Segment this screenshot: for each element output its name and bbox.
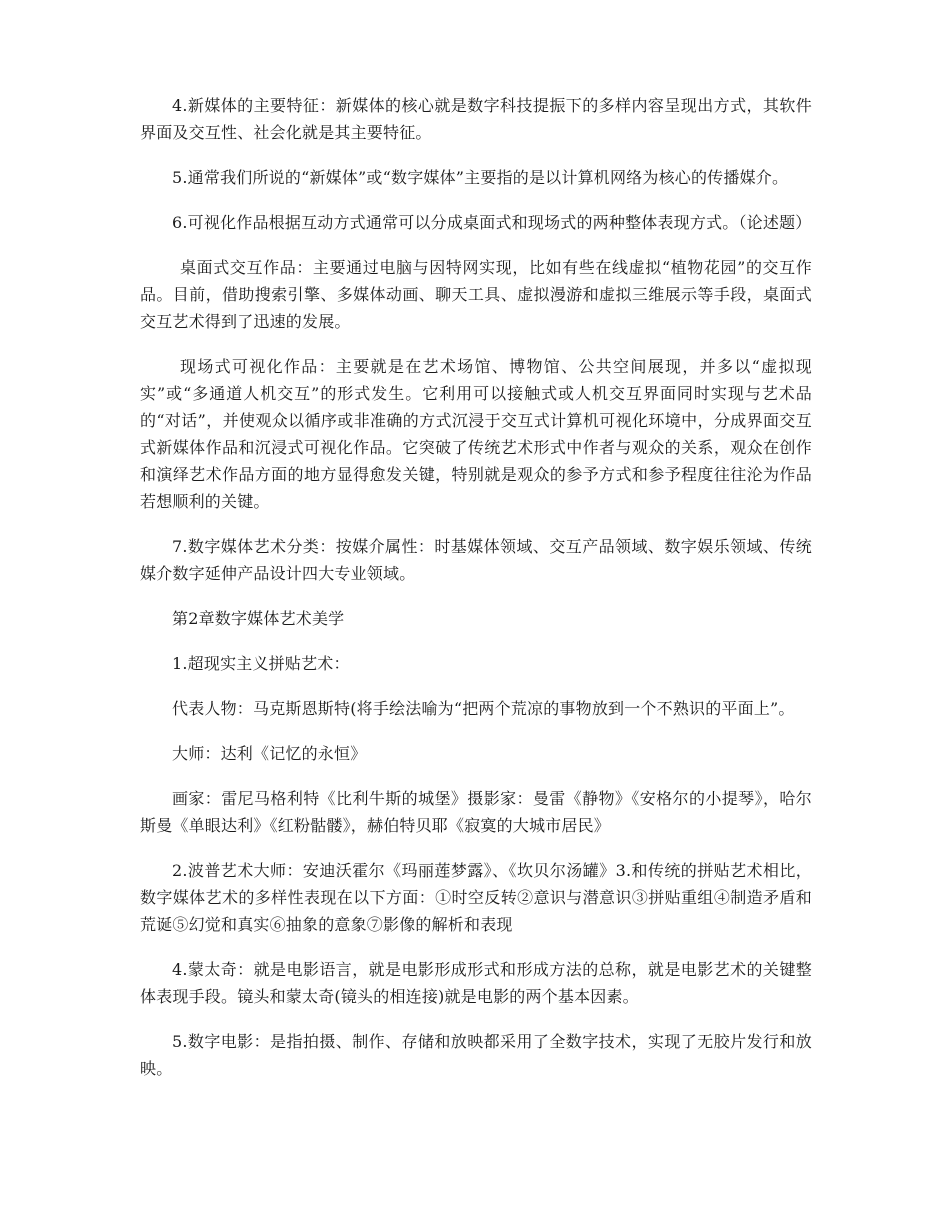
paragraph-visualization-types: 6.可视化作品根据互动方式通常可以分成桌面式和现场式的两种整体表现方式。（论述题）	[172, 213, 812, 232]
paragraph-art-classification: 7.数字媒体艺术分类：按媒介属性：时基媒体领域、交互产品领域、数字娱乐领域、传统媒介数字延伸产品设计四大专业领域。	[140, 537, 812, 583]
paragraph-surrealism-collage: 1.超现实主义拼贴艺术：	[172, 654, 350, 673]
paragraph-digital-film: 5.数字电影：是指拍摄、制作、存储和放映都采用了全数字技术，实现了无胶片发行和放映。	[140, 1032, 812, 1078]
paragraph-montage: 4.蒙太奇：就是电影语言，就是电影形成形式和形成方法的总称，就是电影艺术的关键整体表现手段。镜头和蒙太奇(镜头的相连接)就是电影的两个基本因素。	[140, 960, 812, 1006]
paragraph-desktop-interactive: 桌面式交互作品：主要通过电脑与因特网实现，比如有些在线虚拟“植物花园”的交互作品。目前，借助搜索引擎、多媒体动画、聊天工具、虚拟漫游和虚拟三维展示等手段，桌面式交互艺术得到了迅速的发展。	[140, 258, 812, 331]
chapter-heading: 第2章数字媒体艺术美学	[172, 609, 345, 628]
paragraph-representative-figure: 代表人物：马克斯恩斯特(将手绘法喻为“把两个荒凉的事物放到一个不熟识的平面上”。	[172, 699, 795, 718]
paragraph-onsite-visualization: 现场式可视化作品：主要就是在艺术场馆、博物馆、公共空间展现，并多以“虚拟现实”或“多通道人机交互”的形式发生。它利用可以接触式或人机交互界面同时实现与艺术品的“对话”，并使观众以循序或非准确的方式沉浸于交互式计算机可视化环境中，分成界面交互式新媒体作品和沉浸式可视化作品。它突破了传统艺术形式中作者与观众的关系，观众在创作和演绎艺术作品方面的地方显得愈发关键，特别就是观众的参予方式和参予程度往往沦为作品若想顺利的关键。	[140, 357, 812, 511]
paragraph-pop-art: 2.波普艺术大师：安迪沃霍尔《玛丽莲梦露》、《坎贝尔汤罐》3.和传统的拼贴艺术相比，数字媒体艺术的多样性表现在以下方面：①时空反转②意识与潜意识③拼贴重组④制造矛盾和荒诞⑤幻觉和真实⑥抽象的意象⑦影像的解析和表现	[140, 861, 812, 934]
paragraph-painters-photographers: 画家：雷尼马格利特《比利牛斯的城堡》摄影家：曼雷《静物》《安格尔的小提琴》，哈尔斯曼《单眼达利》《红粉骷髅》，赫伯特贝耶《寂寞的大城市居民》	[140, 789, 812, 835]
paragraph-new-media-definition: 5.通常我们所说的“新媒体”或“数字媒体”主要指的是以计算机网络为核心的传播媒介。	[172, 168, 789, 187]
paragraph-master: 大师：达利《记忆的永恒》	[172, 744, 367, 763]
paragraph-new-media-features: 4.新媒体的主要特征：新媒体的核心就是数字科技提振下的多样内容呈现出方式，其软件界面及交互性、社会化就是其主要特征。	[140, 96, 812, 142]
document-page	[140, 92, 812, 1100]
